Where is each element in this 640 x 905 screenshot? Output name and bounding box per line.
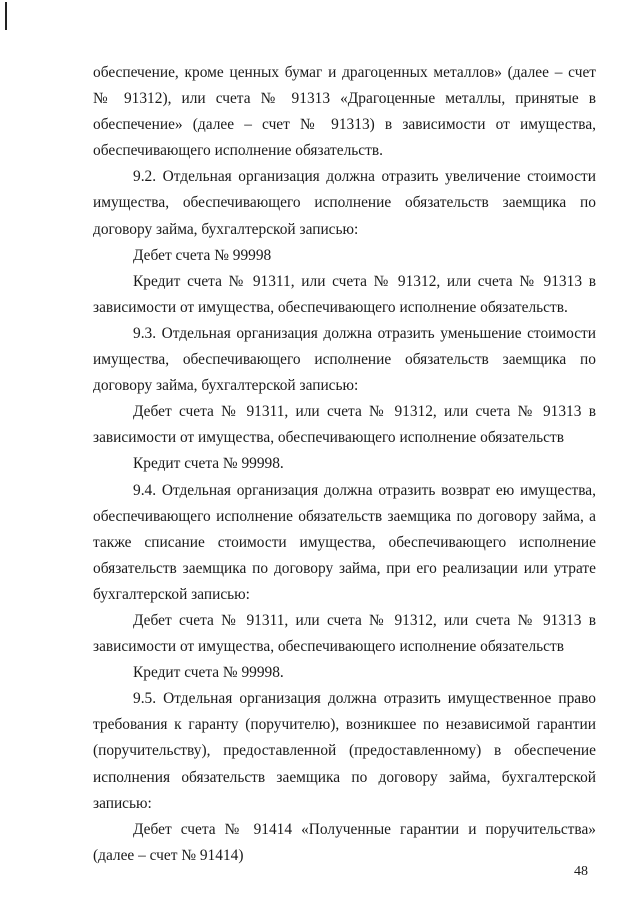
paragraph: Дебет счета № 91414 «Полученные гарантии и поручительства» (далее – счет № 91414)	[93, 820, 596, 864]
paragraph: Дебет счета № 91311, или счета № 91312, или счета № 91313 в зависимости от имущества, обеспечивающего исполнение обязательств	[93, 403, 596, 447]
paragraph: Кредит счета № 91311, или счета № 91312, или счета № 91313 в зависимости от имущества, обеспечивающего исполнение обязательств.	[93, 272, 596, 316]
paragraph: Дебет счета № 91311, или счета № 91312, или счета № 91313 в зависимости от имущества, обеспечивающего исполнение обязательств	[93, 611, 596, 656]
paragraph: обеспечение, кроме ценных бумаг и драгоценных металлов» (далее – счет № 91312), или счета № 91313 «Драгоценные металлы, принятые в обеспечение» (далее – счет № 91313) в зависимости от имущества, обеспечивающего исполнение обязательств.	[93, 64, 596, 160]
body-text	[93, 60, 596, 869]
paragraph: 9.4. Отдельная организация должна отразить возврат ею имущества, обеспечивающего исполнение обязательств заемщика по договору займа, а также списание стоимости имущества, обеспечивающего исполнение обязательств заемщика по договору займа, при его реализации или утрате бухгалтерской записью:	[93, 481, 596, 603]
scan-edge-mark	[5, 2, 7, 30]
paragraph: Кредит счета № 99998.	[133, 664, 284, 682]
paragraph: Дебет счета № 99998	[133, 246, 272, 264]
page-number: 48	[574, 864, 588, 879]
paragraph: Кредит счета № 99998.	[133, 455, 284, 473]
paragraph: 9.3. Отдельная организация должна отразить уменьшение стоимости имущества, обеспечивающего исполнение обязательств заемщика по договору займа, бухгалтерской записью:	[93, 324, 596, 395]
paragraph: 9.5. Отдельная организация должна отразить имущественное право требования к гаранту (поручителю), возникшее по независимой гарантии (поручительству), предоставленной (предоставленному) в обеспечение исполнения обязательств заемщика по договору займа, бухгалтерской записью:	[93, 690, 596, 812]
paragraph: 9.2. Отдельная организация должна отразить увеличение стоимости имущества, обеспечивающего исполнение обязательств заемщика по договору займа, бухгалтерской записью:	[93, 168, 596, 238]
